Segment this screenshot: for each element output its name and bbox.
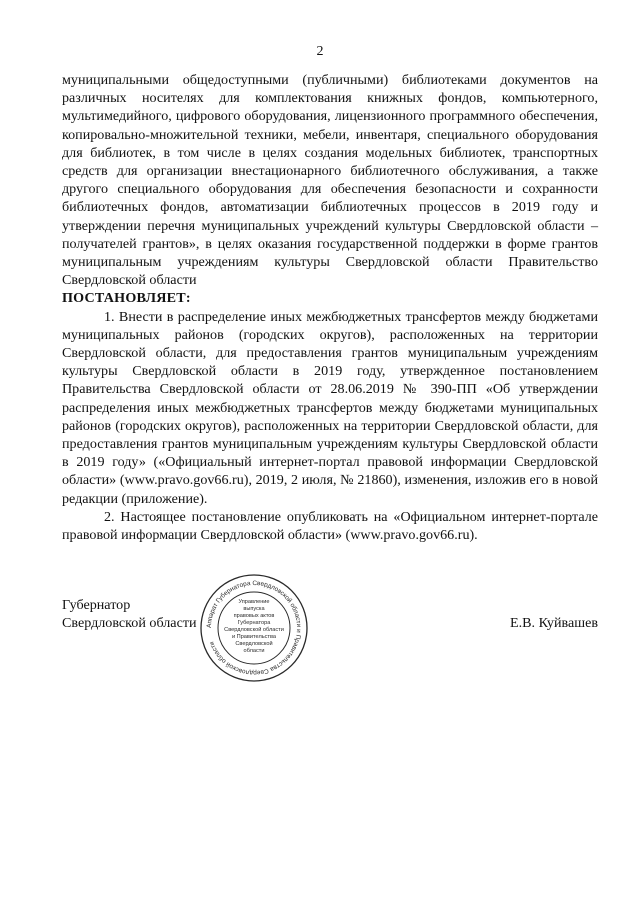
seal-line: Управление [238, 599, 270, 605]
signatory-title-line-2: Свердловской области [62, 615, 197, 632]
seal-line: Губернатора [237, 620, 271, 626]
seal-line: области [243, 648, 265, 654]
seal-line: Свердловской [235, 641, 273, 647]
seal-line: выпуска [243, 606, 265, 612]
seal-stamp [198, 572, 310, 684]
page-number: 2 [316, 44, 324, 59]
seal-line: и Правительства [232, 634, 276, 640]
decree-heading: ПОСТАНОВЛЯЕТ: [62, 290, 191, 307]
official-seal [198, 572, 310, 684]
seal-ring-text: Аппарат Губернатора Свердловской области и Правительства Свердловской области [205, 579, 303, 677]
seal-line: Свердловской области [224, 627, 284, 633]
document-body [62, 71, 598, 544]
signatory-title [62, 596, 197, 632]
clause-2: 2. Настоящее постановление опубликовать на «Официальном интернет-портале правовой информации Свердловской области» (www.pravo.gov66.ru). [62, 508, 598, 544]
signatory-title-line-1: Губернатор [62, 597, 131, 613]
signature-block [62, 596, 598, 696]
seal-line: правовых актов [233, 613, 275, 619]
clause-1: 1. Внести в распределение иных межбюджетных трансфертов между бюджетами муниципальных районов (городских округов), расположенных на территории Свердловской области, для предоставления грантов муниципальным учреждениям культуры Свердловской области в 2019 году, утвержденное постановлением Правительства Свердловской области от 28.06.2019 № 390-ПП «Об утверждении распределения иных межбюджетных трансфертов между бюджетами муниципальных районов (городских округов), расположенных на территории Свердловской области, для предоставления грантов муниципальным учреждениям культуры Свердловской области в 2019 году» («Официальный интернет-портал правовой информации Свердловской области» (www.pravo.gov66.ru), 2019, 2 июля, № 21860), изменения, изложив его в новой редакции (приложение). [62, 308, 598, 507]
signatory-name: Е.В. Куйвашев [510, 615, 598, 631]
intro-paragraph: муниципальными общедоступными (публичными) библиотеками документов на различных носителях для комплектования книжных фондов, компьютерного, мультимедийного, цифрового оборудования, лицензионного программного обеспечения, копировально-множительной техники, мебели, инвентаря, специального оборудования для библиотек, в том числе в целях создания модельных библиотек, транспортных средств для организации внестационарного библиотечного обслуживания, а также другого специального оборудования для обеспечения безопасности и сохранности библиотечных фондов, автоматизации библиотечных процессов в 2019 году и утверждении перечня муниципальных учреждений культуры Свердловской области – получателей грантов», в целях оказания государственной поддержки в форме грантов муниципальным учреждениям культуры Свердловской области Правительство Свердловской области [62, 72, 598, 289]
